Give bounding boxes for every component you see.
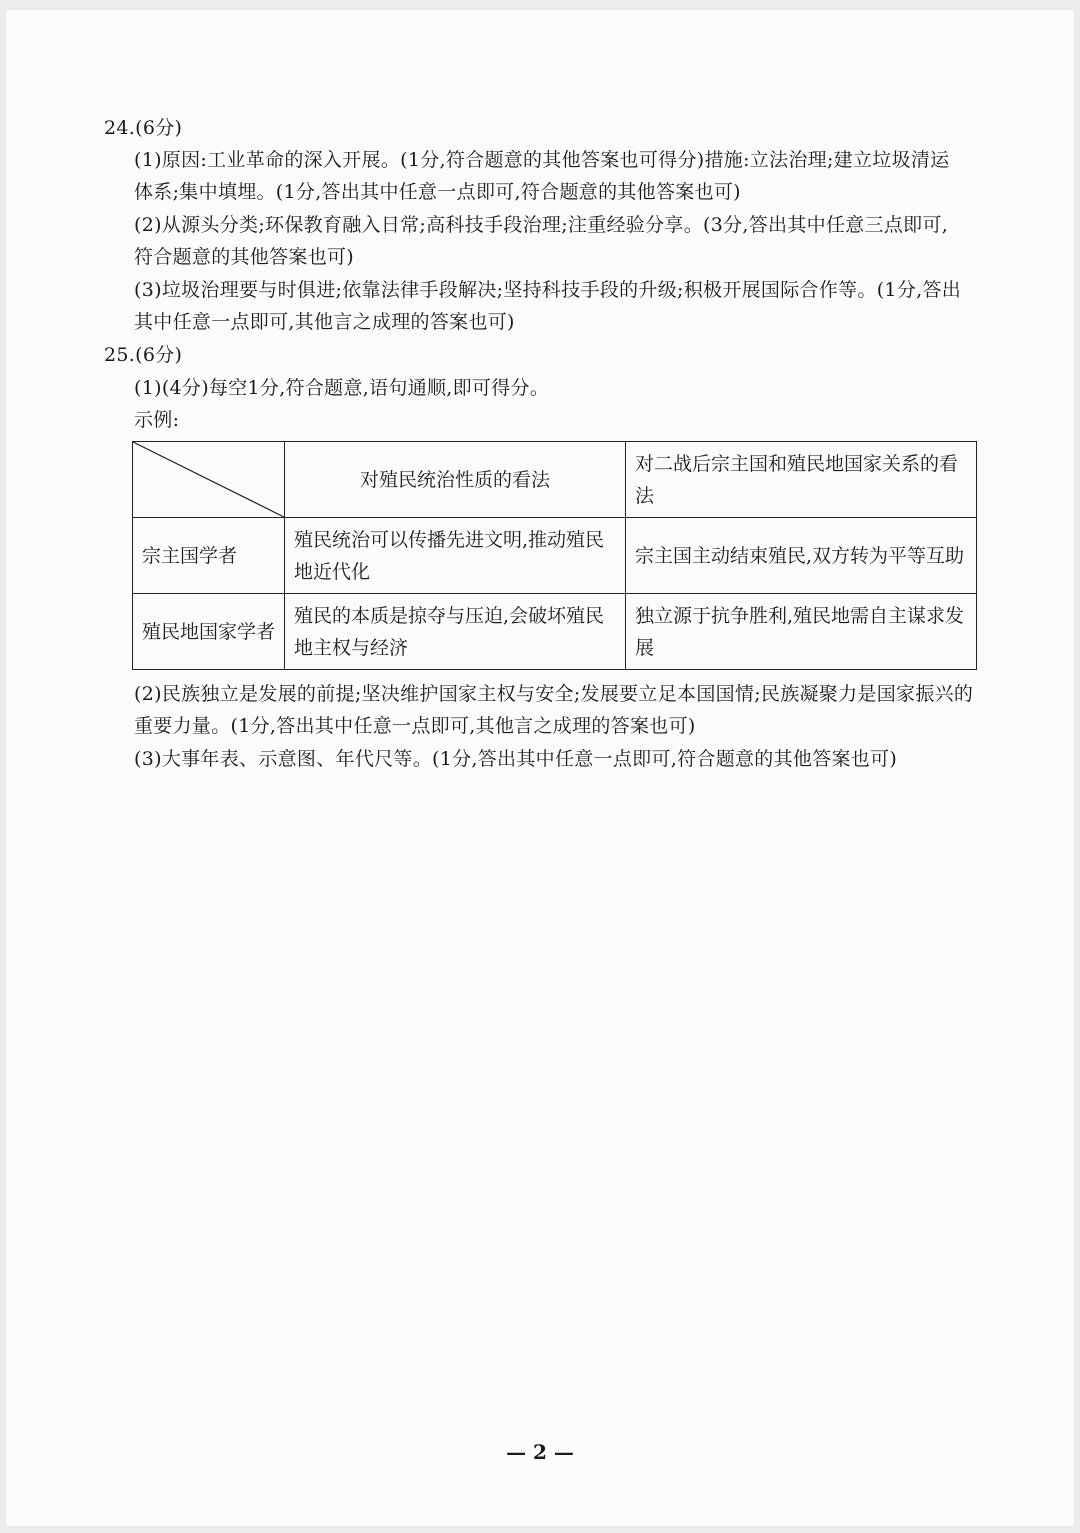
header-colonial-nature: 对殖民统治性质的看法	[285, 442, 626, 518]
table-header-row	[133, 442, 977, 518]
q24-line-1: (1)原因:工业革命的深入开展。(1分,符合题意的其他答案也可得分)措施:立法治理;建立垃圾清运	[134, 149, 950, 171]
q25-line-3: (3)大事年表、示意图、年代尺等。(1分,答出其中任意一点即可,符合题意的其他答案也可)	[134, 748, 898, 770]
row-view-2: 独立源于抗争胜利,殖民地需自主谋求发展	[626, 594, 977, 670]
q24-line-5: (3)垃圾治理要与时俱进;依靠法律手段解决;坚持科技手段的升级;积极开展国际合作等。(1分,答出	[134, 279, 962, 301]
answer-sheet-page	[6, 10, 1074, 1526]
q24-line-2: 体系;集中填埋。(1分,答出其中任意一点即可,符合题意的其他答案也可)	[134, 181, 741, 203]
q25-line-2b: 重要力量。(1分,答出其中任意一点即可,其他言之成理的答案也可)	[134, 715, 696, 737]
row-view-2: 宗主国主动结束殖民,双方转为平等互助	[626, 518, 977, 594]
q24-line-6: 其中任意一点即可,其他言之成理的答案也可)	[134, 311, 515, 333]
example-label: 示例:	[134, 409, 180, 431]
row-label: 殖民地国家学者	[133, 594, 285, 670]
diagonal-header-cell	[133, 442, 285, 518]
question-25-title: 25.(6分)	[104, 344, 183, 366]
q25-part1: (1)(4分)每空1分,符合题意,语句通顺,即可得分。	[134, 377, 550, 399]
q24-line-3: (2)从源头分类;环保教育融入日常;高科技手段治理;注重经验分享。(3分,答出其中任意三点即可,	[134, 214, 949, 236]
table-row	[133, 518, 977, 594]
row-label: 宗主国学者	[133, 518, 285, 594]
row-view-1: 殖民统治可以传播先进文明,推动殖民地近代化	[285, 518, 626, 594]
header-postwar-relations: 对二战后宗主国和殖民地国家关系的看法	[626, 442, 977, 518]
q25-line-2a: (2)民族独立是发展的前提;坚决维护国家主权与安全;发展要立足本国国情;民族凝聚力是国家振兴的	[134, 683, 974, 705]
page-number: — 2 —	[506, 1440, 574, 1464]
example-table	[132, 441, 977, 670]
table-row	[133, 594, 977, 670]
question-24-title: 24.(6分)	[104, 117, 183, 139]
q24-line-4: 符合题意的其他答案也可)	[134, 246, 355, 268]
row-view-1: 殖民的本质是掠夺与压迫,会破坏殖民地主权与经济	[285, 594, 626, 670]
diagonal-line	[133, 442, 284, 517]
